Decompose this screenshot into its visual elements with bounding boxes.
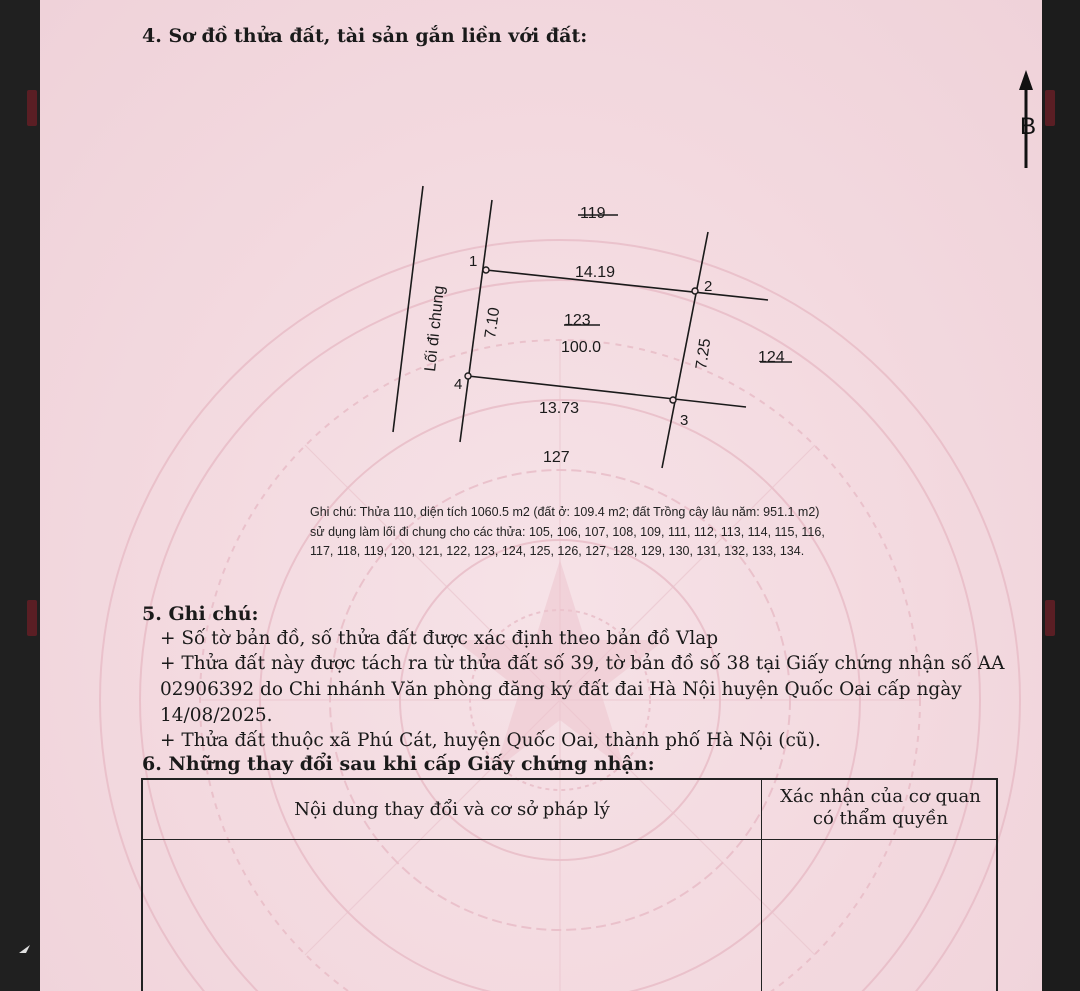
note-line-5: + Thửa đất thuộc xã Phú Cát, huyện Quốc Oai, thành phố Hà Nội (cũ). [160, 730, 821, 751]
vertex-4-label: 4 [454, 376, 463, 393]
pointer-icon [18, 944, 32, 954]
note-line-2: + Thửa đất này được tách ra từ thửa đất số 39, tờ bản đồ số 38 tại Giấy chứng nhận số AA [160, 653, 1005, 674]
shared-path-label: Lối đi chung [422, 284, 448, 373]
north-arrow-label: B [1020, 113, 1037, 140]
viewer-right-margin [1042, 0, 1080, 991]
edge-right-length: 7.25 [693, 337, 715, 371]
note-line-1: + Số tờ bản đồ, số thửa đất được xác định theo bản đồ Vlap [160, 628, 719, 649]
section-5-heading: 5. Ghi chú: [142, 603, 259, 625]
vertex-1-marker [483, 267, 489, 273]
note-line-4: 14/08/2025. [160, 705, 273, 726]
plot-note-line-1: Ghi chú: Thửa 110, diện tích 1060.5 m2 (đất ở: 109.4 m2; đất Trồng cây lâu năm: 951.1 m2) [310, 505, 820, 519]
parcel-area: 100.0 [561, 339, 602, 356]
table-column-divider [761, 780, 762, 991]
vertex-4-marker [465, 373, 471, 379]
vertex-3-label: 3 [680, 412, 689, 429]
vertex-2-marker [692, 288, 698, 294]
table-header-content: Nội dung thay đổi và cơ sở pháp lý [294, 799, 610, 820]
table-header-confirmation [763, 786, 998, 830]
note-line-3: 02906392 do Chi nhánh Văn phòng đăng ký đất đai Hà Nội huyện Quốc Oai cấp ngày [160, 679, 962, 700]
vertex-1-label: 1 [469, 253, 478, 270]
changes-table [141, 778, 998, 991]
table-header-confirmation-line-2: có thẩm quyền [812, 808, 949, 829]
viewer-right-tab [1045, 600, 1055, 636]
section-4-heading: 4. Sơ đồ thửa đất, tài sản gắn liền với đất: [142, 25, 588, 47]
neighbor-parcel-bottom: 127 [543, 449, 570, 466]
vertex-2-label: 2 [704, 278, 713, 295]
vertex-3-marker [670, 397, 676, 403]
table-header-divider [143, 839, 996, 840]
edge-top-length: 14.19 [575, 264, 616, 281]
viewer-left-margin [0, 0, 40, 991]
edge-bottom-length: 13.73 [539, 400, 580, 417]
table-header-confirmation-line-1: Xác nhận của cơ quan [780, 786, 981, 807]
plot-note-line-2: sử dụng làm lối đi chung cho các thửa: 105, 106, 107, 108, 109, 111, 112, 113, 114, 115, 116, [310, 525, 825, 539]
neighbor-parcel-top: 119 [580, 205, 606, 222]
parcel-top-edge [486, 270, 768, 300]
neighbor-parcel-right: 124 [758, 349, 785, 366]
edge-left-length: 7.10 [482, 306, 504, 340]
section-6-heading: 6. Những thay đổi sau khi cấp Giấy chứng nhận: [142, 753, 655, 775]
certificate-page [40, 0, 1042, 991]
viewer-right-tab [1045, 90, 1055, 126]
viewer-left-tab [27, 600, 37, 636]
parcel-bottom-edge [468, 376, 746, 407]
path-boundary-line [393, 186, 423, 432]
plot-note-line-3: 117, 118, 119, 120, 121, 122, 123, 124, 125, 126, 127, 128, 129, 130, 131, 132, 133, 134. [310, 544, 805, 558]
viewer-left-tab [27, 90, 37, 126]
parcel-number: 123 [564, 312, 591, 329]
